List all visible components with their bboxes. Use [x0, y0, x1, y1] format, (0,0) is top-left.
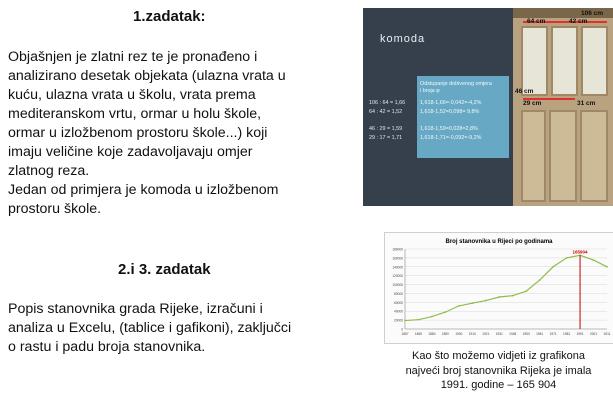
table-line: 1,618-1,66=-0,042=-4,2%	[420, 100, 482, 106]
x-tick-label: 1900	[455, 332, 463, 336]
y-tick-label: 100000	[392, 283, 403, 288]
ratio-line: 106 : 64 = 1,66	[369, 100, 406, 106]
chart-title: Broj stanovnika u Rijeci po godinama	[445, 239, 553, 245]
x-tick-label: 1910	[468, 332, 476, 336]
x-tick-label: 1921	[482, 332, 490, 336]
komoda-photo	[363, 8, 613, 206]
glass-pane	[581, 26, 608, 96]
population-chart	[384, 232, 613, 344]
dim-label: 46 cm	[515, 88, 534, 95]
ratio-line: 46 : 29 = 1,59	[369, 126, 403, 132]
x-tick-label: 1857	[401, 332, 409, 336]
y-tick-label: 120000	[392, 274, 403, 279]
dim-label: 106 cm	[581, 10, 604, 17]
x-tick-label: 1953	[522, 332, 530, 336]
data-point	[445, 311, 447, 313]
data-point	[458, 305, 460, 307]
y-tick-label: 140000	[392, 265, 403, 270]
cabinet-door	[549, 110, 577, 202]
table-line: Odstupanje dobivenog omjera	[420, 81, 492, 87]
series-line	[405, 255, 607, 320]
dim-label: 29 cm	[523, 100, 542, 107]
data-point	[404, 320, 406, 322]
chart-panel	[384, 232, 613, 403]
data-point	[485, 300, 487, 302]
data-point	[471, 302, 473, 304]
y-tick-label: 40000	[394, 309, 403, 314]
glass-pane	[551, 26, 578, 96]
x-tick-label: 1991	[576, 332, 584, 336]
data-point	[512, 295, 514, 297]
ratio-line: 29 : 17 = 1,71	[369, 135, 403, 141]
data-point	[498, 296, 500, 298]
data-point	[606, 266, 608, 268]
y-tick-label: 60000	[394, 300, 403, 305]
y-tick-label: 20000	[394, 318, 403, 323]
highlight-label: 165904	[572, 249, 588, 255]
x-tick-label: 1880	[428, 332, 436, 336]
data-point	[539, 279, 541, 281]
ratio-line: 64 : 42 = 1,52	[369, 109, 403, 115]
task2-paragraph: Popis stanovnika grada Rijeke, izračuni i analiza u Excelu, (tablice i gafikoni), zaključci o rastu i padu broja stanovnika.	[8, 301, 292, 355]
cabinet-door	[521, 110, 546, 202]
x-tick-label: 1971	[549, 332, 557, 336]
dim-label: 42 cm	[569, 18, 588, 25]
deviation-table	[417, 76, 509, 158]
glass-pane	[521, 26, 548, 96]
dim-label: 31 cm	[577, 100, 596, 107]
data-point	[593, 259, 595, 261]
dim-label: 64 cm	[527, 18, 546, 25]
cabinet-door	[580, 110, 608, 202]
x-tick-label: 1931	[495, 332, 503, 336]
data-point	[525, 290, 527, 292]
x-tick-label: 2001	[589, 332, 598, 336]
annotation-slate	[363, 8, 513, 206]
y-tick-label: 0	[401, 327, 403, 332]
x-tick-label: 1890	[441, 332, 449, 336]
x-tick-label: 2011	[603, 332, 611, 336]
chart-svg	[385, 233, 613, 343]
slate-title: komoda	[380, 33, 426, 45]
x-tick-label: 1948	[509, 332, 517, 336]
table-line: 1,618-1,52=0,098= 9,8%	[420, 109, 480, 115]
chart-caption: Kao što možemo vidjeti iz grafikona najveći broj stanovnika Rijeka je imala 1991. godine – 165 904	[405, 350, 592, 391]
x-tick-label: 1869	[414, 332, 423, 336]
y-tick-label: 80000	[394, 291, 403, 296]
table-line: 1,618-1,59=0,028=2,8%	[420, 126, 478, 132]
x-tick-label: 1981	[563, 332, 571, 336]
task1-title: 1.zadatak:	[133, 8, 206, 25]
data-point	[566, 257, 568, 259]
table-line: 1,618-1,71=-0,092=-9,2%	[420, 135, 482, 141]
y-tick-label: 180000	[392, 247, 403, 252]
x-tick-label: 1961	[536, 332, 544, 336]
data-point	[431, 316, 433, 318]
data-point	[552, 266, 554, 268]
y-tick-label: 160000	[392, 256, 403, 261]
data-point	[418, 319, 420, 321]
table-line: i broja φ	[420, 88, 440, 94]
task1-paragraph: Objašnjen je zlatni rez te je pronađeno i analizirano desetak objekata (ulazna vrata u kuću, ulazna vrata u školu, vrata prema mediteranskom vrtu, ormar u holu škole, ormar u izložbenom prostoru škole...) koji imaju veličine koje zadavoljavaju omjer zlatnog reza. Jedan od primjera je komoda u izložbenom prostoru škole.	[8, 49, 286, 217]
task2-title: 2.i 3. zadatak	[118, 261, 211, 278]
